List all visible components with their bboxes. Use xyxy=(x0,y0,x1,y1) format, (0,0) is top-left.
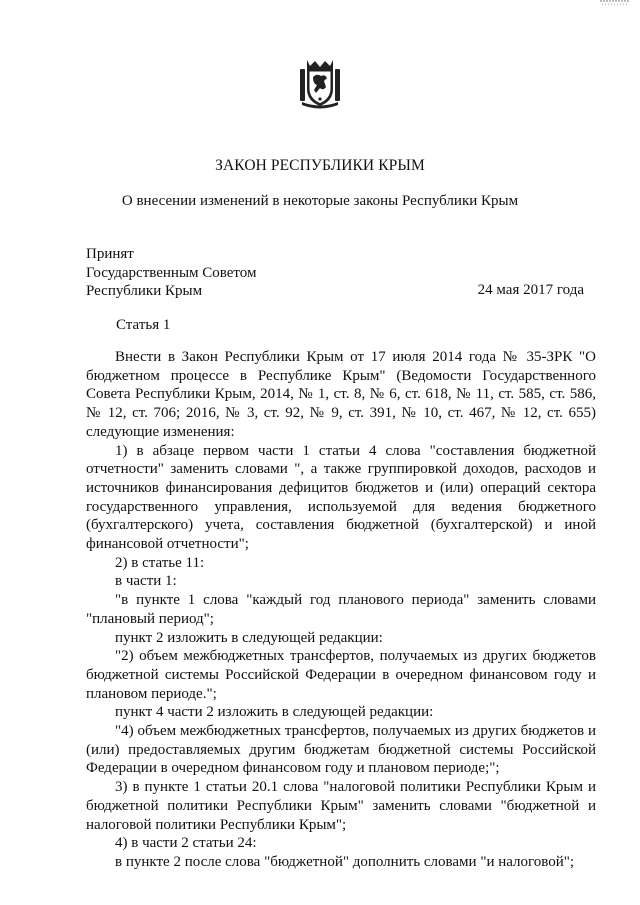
article-paragraph: в части 1: xyxy=(115,573,177,590)
article-paragraph: в пункте 2 после слова "бюджетной" дополнить словами "и налоговой"; xyxy=(115,853,575,870)
law-title: ЗАКОН РЕСПУБЛИКИ КРЫМ xyxy=(215,157,425,174)
article-paragraph: пункт 2 изложить в следующей редакции: xyxy=(115,629,383,646)
article-paragraph: "4) объем межбюджетных трансфертов, получаемых из других бюджетов и (или) предоставляемых другим бюджетам бюджетной системы Российской Федерации в очередном финансовом году и плановом периоде;"; xyxy=(86,723,596,777)
law-subtitle: О внесении изменений в некоторые законы Республики Крым xyxy=(121,193,519,209)
article-paragraph: "в пункте 1 слова "каждый год планового периода" заменить словами "плановый период"; xyxy=(86,592,596,627)
article-paragraph: 4) в части 2 статьи 24: xyxy=(115,835,257,852)
article-paragraph: Внести в Закон Республики Крым от 17 июля 2014 года № 35-ЗРК "О бюджетном процессе в Республике Крым" (Ведомости Государственного Совета Республики Крым, 2014, № 1, ст. 8, № 6, ст. 618, № 11, ст. 585, ст. 586, № 12, ст. 706; 2016, № 3, ст. 92, № 9, ст. 391, № 10, ст. 467, № 12, ст. 655) следующие изменения: xyxy=(86,349,596,440)
adoption-date: 24 мая 2017 года xyxy=(477,282,584,298)
article-paragraph: пункт 4 части 2 изложить в следующей редакции: xyxy=(115,704,434,721)
article-paragraph: 3) в пункте 1 статьи 20.1 слова "налоговой политики Республики Крым и бюджетной политики Республики Крым" заменить словами "бюджетной и налоговой политики Республики Крым"; xyxy=(86,779,596,833)
article-paragraph: 1) в абзаце первом части 1 статьи 4 слова "составления бюджетной отчетности" заменить словами ", а также группировкой доходов, расходов и источников финансирования дефицитов бюджетов и (или) операций сектора государственного управления, используемой для ведения бюджетного (бухгалтерского) учета, составления бюджетной (бухгалтерской) и иной финансовой отчетности"; xyxy=(86,442,596,553)
article-body xyxy=(86,348,596,872)
scan-corner-mark xyxy=(600,0,630,6)
adoption-block xyxy=(86,245,257,301)
article-heading: Статья 1 xyxy=(116,317,171,333)
adoption-line-2: Государственным Советом xyxy=(86,264,257,281)
adoption-line-3: Республики Крым xyxy=(86,283,203,299)
article-paragraph: "2) объем межбюджетных трансфертов, получаемых из других бюджетов бюджетной системы Российской Федерации в очередном финансовом году и плановом периоде."; xyxy=(86,648,596,702)
adoption-line-1: Принят xyxy=(86,246,134,262)
article-paragraph: 2) в статье 11: xyxy=(115,554,205,571)
crimea-coat-of-arms-icon xyxy=(299,57,341,109)
